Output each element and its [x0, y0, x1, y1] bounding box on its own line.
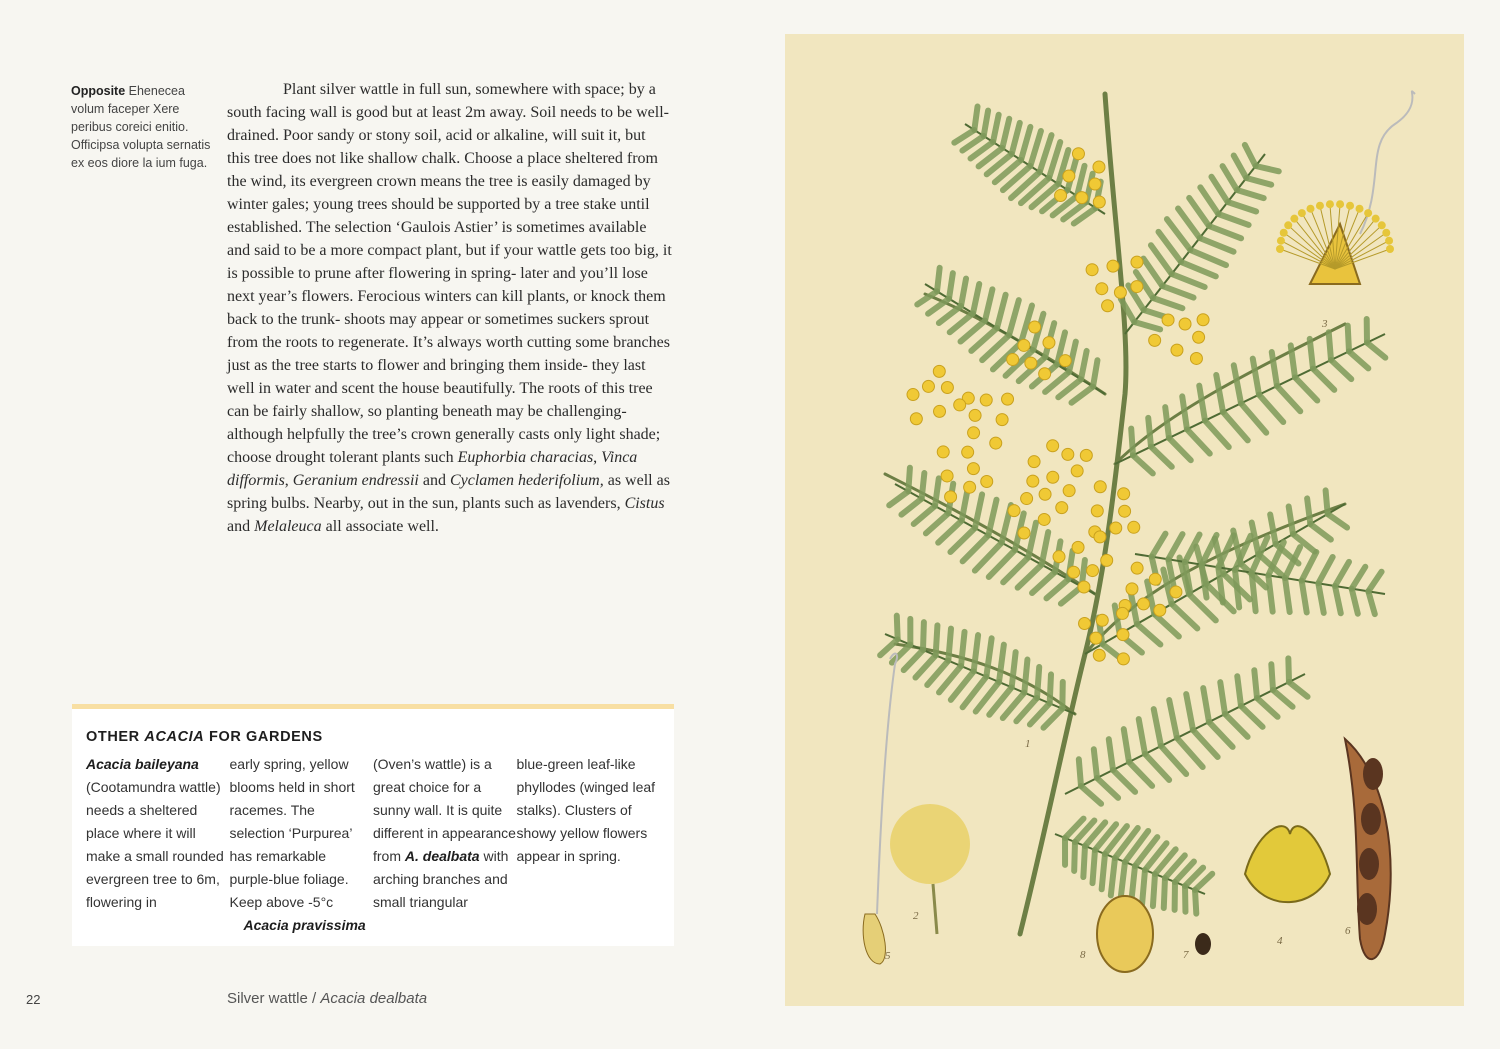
mimosa-flower-ball — [1055, 190, 1067, 202]
leaflet — [1164, 878, 1165, 908]
stamen-anther — [1277, 237, 1285, 245]
mimosa-flower-ball — [1149, 334, 1161, 346]
plant-name-vinca: Vinca difformis — [227, 449, 638, 489]
sidebar-column-1 — [86, 753, 230, 937]
body-text-3: , — [284, 472, 293, 489]
stamen-anther — [1385, 237, 1393, 245]
species-a-dealbata: A. dealbata — [404, 848, 480, 864]
mimosa-flower-ball — [1080, 449, 1092, 461]
mimosa-flower-ball — [1062, 448, 1074, 460]
species-acacia-baileyana: Acacia baileyana — [86, 756, 199, 772]
mimosa-flower-ball — [1091, 505, 1103, 517]
mimosa-flower-ball — [1131, 256, 1143, 268]
leaflet — [1326, 490, 1328, 514]
mimosa-flower-ball — [1102, 300, 1114, 312]
mimosa-flower-ball — [1093, 649, 1105, 661]
pod-seed — [1359, 848, 1379, 880]
mimosa-flower-ball — [1039, 488, 1051, 500]
leaflet — [1291, 345, 1295, 377]
mimosa-flower-ball — [1179, 318, 1191, 330]
stamen-anther — [1290, 215, 1298, 223]
sidebar-title-italic: ACACIA — [144, 729, 205, 745]
stamen-anther — [1276, 245, 1284, 253]
leaflet — [1329, 332, 1331, 360]
sidebar-columns — [86, 753, 660, 937]
mimosa-flower-ball — [1047, 440, 1059, 452]
leaflet — [1083, 846, 1085, 877]
plant-name-melaleuca: Melaleuca — [254, 518, 322, 535]
mimosa-flower-ball — [1096, 283, 1108, 295]
plate-label-5: 5 — [885, 950, 891, 962]
leaflet — [1093, 850, 1095, 883]
sidebar-col3-text-b: with arching branches and small triangular — [373, 848, 509, 910]
mimosa-flower-ball — [1063, 485, 1075, 497]
mimosa-flower-ball — [1008, 505, 1020, 517]
mimosa-flower-ball — [1089, 178, 1101, 190]
mimosa-flower-ball — [1028, 456, 1040, 468]
mimosa-flower-ball — [1197, 314, 1209, 326]
sidebar-column-4 — [517, 753, 661, 937]
mimosa-flower-ball — [1110, 522, 1122, 534]
leaflet — [1142, 870, 1145, 904]
stamen-anther — [1298, 209, 1306, 217]
mimosa-flower-ball — [1068, 566, 1080, 578]
species-acacia-pravissima: Acacia pravissima — [243, 917, 366, 933]
sidebar-title-pre: OTHER — [86, 729, 145, 745]
mimosa-flower-ball — [1018, 339, 1030, 351]
mimosa-flower-ball — [1119, 505, 1131, 517]
leaflet — [1148, 418, 1151, 447]
leaflet — [1254, 670, 1257, 698]
mimosa-flower-ball — [1117, 653, 1129, 665]
leaflet — [1165, 407, 1169, 438]
mimosa-flower-ball — [1053, 551, 1065, 563]
leaflet — [937, 268, 940, 292]
leaflet — [923, 622, 924, 650]
leaflet — [1074, 842, 1075, 871]
mimosa-flower-ball — [1090, 632, 1102, 644]
mimosa-flower-ball — [1093, 161, 1105, 173]
running-head-italic: Acacia dealbata — [320, 990, 428, 1007]
mimosa-flower-ball — [1117, 629, 1129, 641]
mimosa-flower-ball — [1107, 260, 1119, 272]
small-seed — [1195, 933, 1211, 955]
mimosa-flower-ball — [981, 476, 993, 488]
body-text-2: , — [593, 449, 602, 466]
mimosa-flower-ball — [1171, 344, 1183, 356]
body-text-5: as well as spring bulbs. Nearby, out in the sun, plants such as lavenders, — [227, 472, 670, 512]
mimosa-flower-ball — [1076, 192, 1088, 204]
botanical-plate-svg — [785, 34, 1464, 1006]
sidebar-title-post: FOR GARDENS — [204, 729, 323, 745]
mimosa-flower-ball — [1071, 465, 1083, 477]
mimosa-flower-ball — [1086, 264, 1098, 276]
botanical-illustration — [785, 34, 1464, 1006]
mimosa-flower-ball — [962, 446, 974, 458]
mimosa-flower-ball — [1072, 541, 1084, 553]
leaflet — [1237, 676, 1241, 706]
plate-label-3: 3 — [1322, 318, 1328, 330]
leaflet — [1131, 429, 1133, 456]
sidebar-title — [86, 729, 660, 745]
mimosa-flower-ball — [1093, 196, 1105, 208]
body-text-6: and — [227, 518, 255, 535]
mimosa-flower-ball — [1025, 357, 1037, 369]
mimosa-flower-ball — [1087, 565, 1099, 577]
plant-name-geranium: Geranium endressii — [292, 472, 419, 489]
plate-label-7: 7 — [1183, 949, 1189, 961]
mimosa-flower-ball — [1162, 314, 1174, 326]
mimosa-flower-ball — [1190, 352, 1202, 364]
mimosa-flower-ball — [1193, 331, 1205, 343]
stamen-anther — [1284, 221, 1292, 229]
mimosa-flower-ball — [910, 413, 922, 425]
stamen-anther — [1356, 205, 1364, 213]
mimosa-flower-ball — [964, 481, 976, 493]
mimosa-flower-ball — [1118, 488, 1130, 500]
stamen-anther — [1336, 200, 1344, 208]
mimosa-flower-ball — [941, 381, 953, 393]
mimosa-flower-ball — [1079, 617, 1091, 629]
plant-name-cistus: Cistus — [624, 495, 665, 512]
leaflet — [1012, 652, 1016, 687]
stamen-anther — [1326, 200, 1334, 208]
mimosa-flower-ball — [1126, 583, 1138, 595]
leaflet — [961, 632, 965, 666]
mimosa-flower-ball — [980, 394, 992, 406]
leaflet — [897, 616, 898, 640]
mimosa-flower-ball — [1131, 562, 1143, 574]
leaflet — [1037, 667, 1039, 698]
leaflet — [1310, 339, 1313, 369]
caption-label: Opposite — [71, 84, 126, 98]
mimosa-flower-ball — [1059, 355, 1071, 367]
stamen-anther — [1280, 229, 1288, 237]
mimosa-flower-ball — [1078, 581, 1090, 593]
stamen-anther — [1378, 221, 1386, 229]
leaflet — [948, 629, 951, 661]
body-text-1: Plant silver wattle in full sun, somewhere with space; by a south facing wall is good but at least 2m away. Soil needs to be well-drained. Poor sandy or stony soil, acid or alkaline, will suit it, but this tree does not like shallow chalk. Choose a place sheltered from the wind, its evergreen crown means the tree is easily damaged by winter gales; young trees should be supported by a tree stake until established. The selection ‘Gaulois Astier’ is sometimes available and said to be a more compact plant, but if your wattle gets too big, it is possible to prune after flowering in spring- later and you’ll lose next year’s flowers. Ferocious winters can kill plants, or knock them back to the trunk- shoots may appear or sometimes suckers sprout from the roots to regenerate. It’s always worth cutting some branches just as the tree starts to flower and bringing them inside- they last well in water and scent the house beautifully. The roots of this tree can be fairly shallow, so planting beneath may be challenging- although helpfully the tree’s crown generally casts only light shade; choose drought tolerant plants such — [227, 81, 672, 466]
leaflet — [1024, 660, 1027, 693]
leaflet — [1288, 658, 1289, 682]
mimosa-flower-ball — [1056, 502, 1068, 514]
mimosa-flower-ball — [996, 414, 1008, 426]
running-head-text: Silver wattle / — [227, 990, 321, 1007]
body-text-4: and — [418, 472, 450, 489]
plate-label-8: 8 — [1080, 949, 1086, 961]
detail-seed-8 — [1097, 896, 1153, 972]
mimosa-flower-ball — [1047, 471, 1059, 483]
mimosa-flower-ball — [1096, 614, 1108, 626]
pod-seed — [1363, 758, 1383, 790]
leaflet — [1235, 570, 1239, 607]
leaflet — [974, 107, 977, 130]
leaflet — [1153, 874, 1155, 906]
stamen-anther — [1346, 202, 1354, 210]
stamen-anther — [1306, 205, 1314, 213]
mimosa-flower-ball — [967, 463, 979, 475]
sidebar-col2-text: early spring, yellow blooms held in short racemes. The selection ‘Purpurea’ has remarkable purple-blue foliage. Keep above -5°c — [229, 756, 355, 910]
leaflet — [922, 473, 925, 499]
mimosa-flower-ball — [1170, 586, 1182, 598]
mimosa-flower-ball — [922, 380, 934, 392]
seed-shape — [1097, 896, 1153, 972]
mimosa-flower-ball — [1114, 286, 1126, 298]
running-head — [227, 990, 427, 1007]
mimosa-flower-ball — [1021, 493, 1033, 505]
plate-label-4: 4 — [1277, 935, 1283, 947]
mimosa-flower-ball — [1063, 170, 1075, 182]
leaflet — [1252, 573, 1256, 612]
mimosa-flower-ball — [1007, 354, 1019, 366]
mimosa-flower-ball — [1038, 513, 1050, 525]
mimosa-flower-ball — [941, 470, 953, 482]
mimosa-flower-ball — [1043, 337, 1055, 349]
caption-text: Ehenecea volum faceper Xere peribus coreici enitio. Officipsa volupta sernatis ex eos diore la ium fuga. — [71, 84, 211, 170]
leaflet — [935, 478, 939, 506]
plate-label-1: 1 — [1025, 738, 1031, 750]
species-heading-wrap — [230, 914, 374, 937]
mimosa-flower-ball — [1039, 368, 1051, 380]
plate-label-6: 6 — [1345, 925, 1351, 937]
leaflet — [1109, 739, 1113, 770]
body-text-7: all associate well. — [321, 518, 439, 535]
stamen-anther — [1372, 215, 1380, 223]
mimosa-flower-ball — [1027, 475, 1039, 487]
mimosa-flower-ball — [1116, 607, 1128, 619]
detail-flower-head — [890, 804, 970, 884]
plant-name-euphorbia: Euphorbia characias — [457, 449, 594, 466]
mimosa-flower-ball — [1072, 148, 1084, 160]
mimosa-flower-ball — [969, 409, 981, 421]
page-number: 22 — [26, 992, 41, 1007]
mimosa-flower-ball — [1002, 393, 1014, 405]
mimosa-flower-ball — [1149, 573, 1161, 585]
sidebar-col4-text: blue-green leaf-like phyllodes (winged leaf stalks). Clusters of showy yellow flowers appear in spring. — [516, 756, 656, 864]
leaflet — [1195, 890, 1196, 914]
mimosa-flower-ball — [1138, 598, 1150, 610]
leaflet — [1271, 664, 1273, 690]
leaflet — [908, 468, 910, 492]
figure-caption — [71, 82, 211, 172]
leaflet — [1102, 854, 1105, 889]
mimosa-flower-ball — [1029, 321, 1041, 333]
leaflet — [949, 273, 953, 298]
sidebar-col3-text-a: (Oven’s wattle) is a great choice for a sunny wall. It is quite different in appearance from — [373, 756, 516, 864]
mimosa-flower-ball — [990, 437, 1002, 449]
sidebar-box — [72, 704, 674, 946]
leaflet — [936, 625, 938, 655]
mimosa-flower-ball — [1094, 531, 1106, 543]
stamen-anther — [1386, 245, 1394, 253]
sidebar-column-3 — [373, 753, 517, 937]
leaflet — [1094, 749, 1097, 778]
detail-seed-7 — [1195, 933, 1211, 955]
mimosa-flower-ball — [1154, 604, 1166, 616]
leaflet — [1111, 858, 1115, 895]
leaflet — [1307, 498, 1310, 524]
sidebar-col1-text: (Cootamundra wattle) needs a sheltered place where it will make a small rounded evergreen tree to 6m, flowering in — [86, 779, 224, 910]
mimosa-flower-ball — [1128, 521, 1140, 533]
mimosa-flower-ball — [954, 399, 966, 411]
pod-seed — [1361, 803, 1381, 835]
mimosa-flower-ball — [1094, 481, 1106, 493]
plant-name-cyclamen: Cyclamen hederifolium, — [449, 472, 604, 489]
stamen-anther — [1364, 209, 1372, 217]
stamen-anther — [1382, 229, 1390, 237]
body-paragraph — [227, 78, 672, 538]
leaflet — [1079, 759, 1081, 786]
mimosa-flower-ball — [1101, 554, 1113, 566]
mimosa-flower-ball — [968, 427, 980, 439]
mimosa-flower-ball — [937, 446, 949, 458]
pod-seed — [1357, 893, 1377, 925]
leaflet — [1348, 326, 1349, 352]
leaflet — [1050, 674, 1051, 703]
stamen-anther — [1316, 202, 1324, 210]
mimosa-flower-ball — [907, 389, 919, 401]
mimosa-flower-ball — [1018, 527, 1030, 539]
mimosa-flower-ball — [934, 405, 946, 417]
plate-label-2: 2 — [913, 910, 919, 922]
sidebar-column-2 — [230, 753, 374, 937]
mimosa-flower-ball — [933, 365, 945, 377]
mimosa-flower-ball — [945, 491, 957, 503]
mimosa-flower-ball — [1131, 281, 1143, 293]
